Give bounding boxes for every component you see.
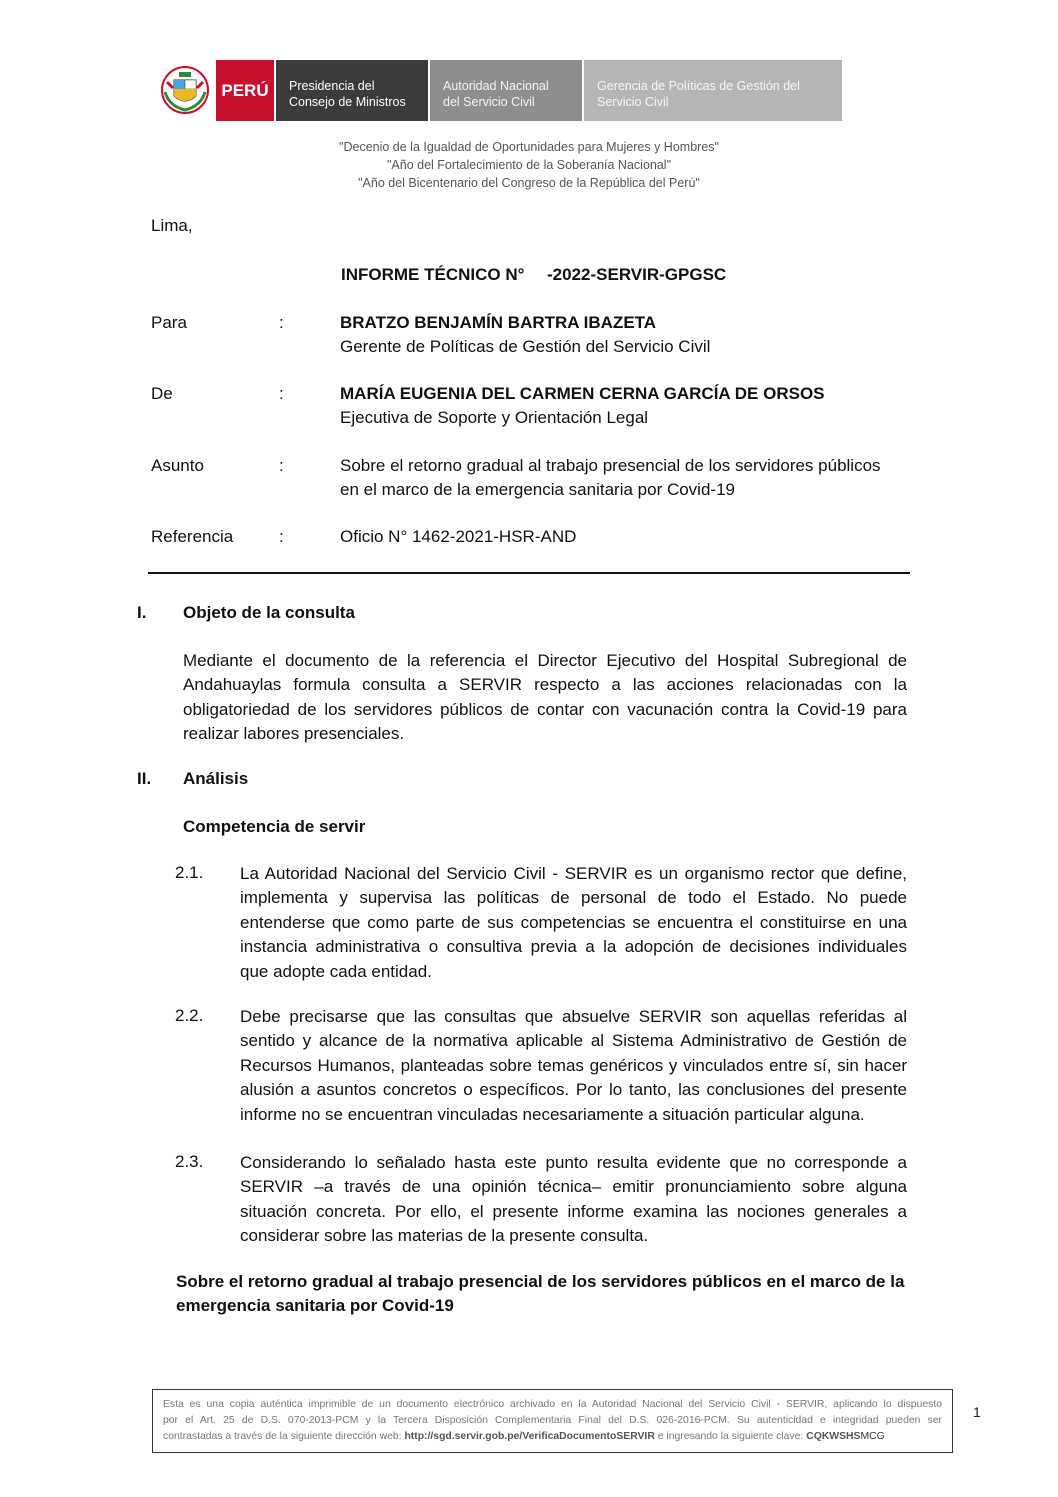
notice-line	[163, 1429, 942, 1445]
header-block-servir-line: del Servicio Civil	[443, 95, 535, 109]
institutional-header	[155, 60, 842, 121]
para-name: BRATZO BENJAMÍN BARTRA IBAZETA	[340, 313, 657, 332]
peru-coat-of-arms-icon	[155, 60, 215, 121]
report-code: -2022-SERVIR-GPGSC	[547, 265, 727, 284]
item-2-2-body	[240, 1005, 907, 1127]
slogan-line: "Año del Fortalecimiento de la Soberanía Nacional"	[386, 158, 672, 172]
page-number: 1	[973, 1404, 981, 1420]
year-slogans	[0, 138, 1058, 192]
de-colon: :	[279, 384, 284, 403]
header-block-pcm-line: Consejo de Ministros	[289, 95, 406, 109]
notice-text: contrastadas a través de la siguiente dirección web:	[163, 1431, 402, 1442]
header-block-gerencia-line: Servicio Civil	[597, 95, 669, 109]
referencia-value: Oficio N° 1462-2021-HSR-AND	[340, 527, 577, 546]
section-1-title: Objeto de la consulta	[183, 603, 355, 622]
section-1-body	[183, 649, 907, 747]
asunto-line: Sobre el retorno gradual al trabajo presencial de los servidores públicos	[340, 456, 881, 475]
asunto-colon: :	[279, 456, 284, 475]
body-line: instancia administrativa o consultiva previa a la adopción de decisiones individuales	[240, 937, 907, 957]
body-line: situación concreta. Por ello, el presente informe examina las nociones generales a	[240, 1201, 907, 1221]
slogan-line: "Año del Bicentenario del Congreso de la República del Perú"	[358, 176, 700, 190]
body-line: considerar sobre las materias de la presente consulta.	[240, 1226, 649, 1246]
item-number: 2.1.	[175, 863, 204, 882]
asunto-label: Asunto	[151, 456, 204, 475]
body-line: sentido y alcance de la normativa aplicable al Sistema Administrativo de Gestión de	[240, 1031, 907, 1051]
section-1-number: I.	[137, 603, 147, 622]
header-block-pcm	[276, 60, 428, 121]
para-colon: :	[279, 313, 284, 332]
notice-line: Esta es una copia auténtica imprimible de un documento electrónico archivado en la Autoridad Nacional del Servicio Civil - SERVIR, aplicando lo dispuesto	[163, 1399, 942, 1410]
body-line: realizar labores presenciales.	[183, 724, 405, 744]
de-label: De	[151, 384, 173, 403]
verification-url-link[interactable]: http://sgd.servir.gob.pe/VerificaDocumentoSERVIR	[404, 1431, 655, 1442]
body-line: Recursos Humanos, planteadas sobre temas genéricos y vinculados entre sí, sin hacer	[240, 1055, 907, 1075]
body-line: La Autoridad Nacional del Servicio Civil - SERVIR es un organismo rector que define,	[240, 864, 907, 883]
section-2-number: II.	[137, 769, 152, 788]
body-line: alusión a asuntos concretos o específicos. Por lo tanto, las conclusiones del presente	[240, 1080, 907, 1100]
referencia-colon: :	[279, 527, 284, 546]
body-line: SERVIR –a través de una opinión técnica– emitir pronunciamiento sobre alguna	[240, 1177, 907, 1197]
notice-text: e ingresando la siguiente clave:	[657, 1431, 804, 1442]
peru-label: PERÚ	[216, 60, 274, 121]
body-line: Considerando lo señalado hasta este punto resulta evidente que no corresponde a	[240, 1153, 907, 1172]
item-number: 2.2.	[175, 1006, 204, 1025]
place-line: Lima,	[151, 216, 193, 235]
referencia-label: Referencia	[151, 527, 234, 546]
item-2-3-body	[240, 1151, 907, 1249]
subheading-line: emergencia sanitaria por Covid-19	[176, 1296, 454, 1316]
body-line: Debe precisarse que las consultas que absuelve SERVIR son aquellas referidas al	[240, 1007, 907, 1026]
body-line: entenderse que como parte de sus competencias se encuentra el constituirse en una	[240, 912, 907, 932]
para-role: Gerente de Políticas de Gestión del Servicio Civil	[340, 337, 711, 356]
header-block-servir	[430, 60, 582, 121]
verification-key: CQKWSHS	[806, 1431, 861, 1442]
item-2-1-body	[240, 862, 907, 984]
body-line: que adopte cada entidad.	[240, 961, 432, 981]
section-2-title: Análisis	[183, 769, 249, 788]
authenticity-notice	[152, 1389, 953, 1453]
header-block-servir-line: Autoridad Nacional	[443, 79, 549, 93]
item-number: 2.3.	[175, 1152, 204, 1171]
notice-line: por el Art. 25 de D.S. 070-2013-PCM y la Tercera Disposición Complementaria Final del D.S. 026-2016-PCM. Su autenticidad e integridad pueden ser	[163, 1415, 942, 1426]
body-line: obligatoriedad de los servidores públicos de contar con vacunación contra la Covid-19 para	[183, 699, 907, 719]
para-label: Para	[151, 313, 187, 332]
de-name: MARÍA EUGENIA DEL CARMEN CERNA GARCÍA DE ORSOS	[340, 384, 825, 403]
report-title: INFORME TÉCNICO N°	[341, 265, 525, 284]
header-block-pcm-line: Presidencia del	[289, 79, 375, 93]
section-2-subheading	[176, 1270, 905, 1319]
verification-key-suffix: MCG	[860, 1431, 885, 1442]
de-role: Ejecutiva de Soporte y Orientación Legal	[340, 408, 649, 427]
section-2-subtitle: Competencia de servir	[183, 817, 366, 836]
header-block-gerencia-line: Gerencia de Políticas de Gestión del	[597, 79, 800, 93]
body-line: Andahuaylas formula consulta a SERVIR respecto a las acciones relacionadas con la	[183, 675, 907, 695]
header-divider	[148, 572, 910, 574]
header-block-gerencia	[584, 60, 842, 121]
subheading-line: Sobre el retorno gradual al trabajo presencial de los servidores públicos en el marco de la	[176, 1272, 905, 1291]
body-line: implementa y supervisa las políticas de personal de todo el Estado. No puede	[240, 888, 907, 908]
asunto-line: en el marco de la emergencia sanitaria por Covid-19	[340, 480, 735, 499]
body-line: Mediante el documento de la referencia el Director Ejecutivo del Hospital Subregional de	[183, 651, 907, 670]
body-line: informe no se encuentran vinculadas necesariamente a situación particular alguna.	[240, 1104, 865, 1124]
slogan-line: "Decenio de la Igualdad de Oportunidades para Mujeres y Hombres"	[339, 140, 719, 154]
